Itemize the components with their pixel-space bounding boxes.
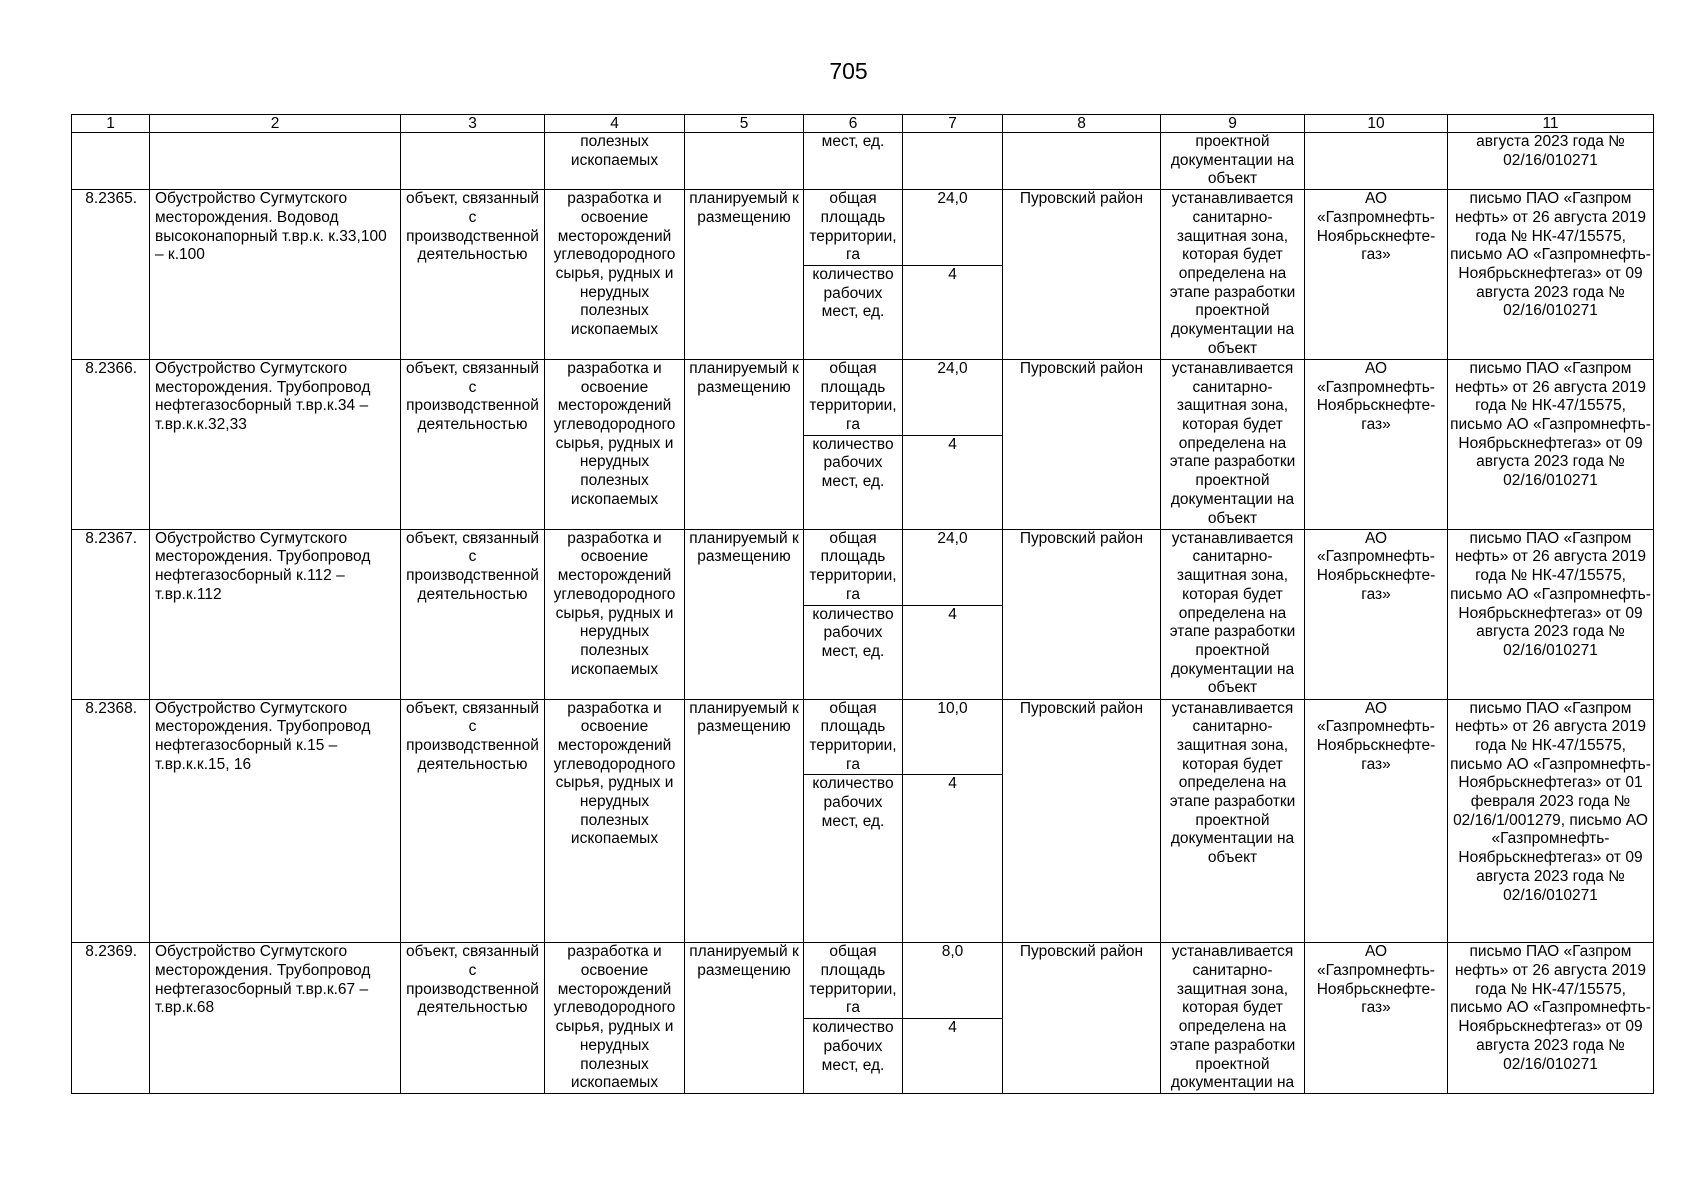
column-header: 8 bbox=[1003, 115, 1161, 133]
value-workers: 4 bbox=[903, 605, 1003, 699]
protection-zone: устанавливается санитарно-защитная зона, которая будет определена на этапе разработки проектной документации на объект bbox=[1161, 699, 1305, 943]
object-location: Пуровский район bbox=[1003, 359, 1161, 529]
protection-zone: устанавливается санитарно-защитная зона, которая будет определена на этапе разработки проектной документации на объект bbox=[1161, 190, 1305, 360]
basis-documents: письмо ПАО «Газпром нефть» от 26 августа 2019 года № НК-47/15575, письмо АО «Газпромнефть-Ноябрьскнефтегаз» от 09 августа 2023 года № 02/16/010271 bbox=[1448, 190, 1654, 360]
object-location: Пуровский район bbox=[1003, 943, 1161, 1094]
value-workers: 4 bbox=[903, 1019, 1003, 1094]
column-numbers-row bbox=[72, 115, 1654, 133]
page-number: 705 bbox=[829, 58, 868, 84]
continuation-row bbox=[72, 133, 1654, 190]
column-header: 1 bbox=[72, 115, 150, 133]
empty-cell bbox=[1003, 133, 1161, 190]
row-number: 8.2369. bbox=[72, 943, 150, 1094]
indicator-area: общая площадь территории, га bbox=[804, 943, 903, 1019]
object-purpose: разработка и освоение месторождений углеводородного сырья, рудных и нерудных полезных ископаемых bbox=[545, 699, 685, 943]
protection-zone: устанавливается санитарно-защитная зона, которая будет определена на этапе разработки проектной документации на bbox=[1161, 943, 1305, 1094]
row-number: 8.2365. bbox=[72, 190, 150, 360]
basis-documents: письмо ПАО «Газпром нефть» от 26 августа 2019 года № НК-47/15575, письмо АО «Газпромнефть-Ноябрьскнефтегаз» от 09 августа 2023 года № 02/16/010271 bbox=[1448, 359, 1654, 529]
column-header: 10 bbox=[1305, 115, 1448, 133]
table-row bbox=[72, 359, 1654, 435]
purpose-cell: полезных ископаемых bbox=[545, 133, 685, 190]
indicator-workers: количество рабочих мест, ед. bbox=[804, 435, 903, 529]
object-location: Пуровский район bbox=[1003, 699, 1161, 943]
indicator-workers: количество рабочих мест, ед. bbox=[804, 775, 903, 943]
table-row bbox=[72, 190, 1654, 266]
column-header: 4 bbox=[545, 115, 685, 133]
table-row bbox=[72, 529, 1654, 605]
object-status: планируемый к размещению bbox=[685, 943, 804, 1094]
column-header: 6 bbox=[804, 115, 903, 133]
zone-cell: проектной документации на объект bbox=[1161, 133, 1305, 190]
docs-cell: августа 2023 года № 02/16/010271 bbox=[1448, 133, 1654, 190]
object-type: объект, связанный с производственной деятельностью bbox=[401, 190, 545, 360]
value-area: 10,0 bbox=[903, 699, 1003, 775]
indicator-workers: количество рабочих мест, ед. bbox=[804, 605, 903, 699]
value-area: 24,0 bbox=[903, 529, 1003, 605]
object-type: объект, связанный с производственной деятельностью bbox=[401, 699, 545, 943]
column-header: 5 bbox=[685, 115, 804, 133]
basis-documents: письмо ПАО «Газпром нефть» от 26 августа 2019 года № НК-47/15575, письмо АО «Газпромнефть-Ноябрьскнефтегаз» от 09 августа 2023 года № 02/16/010271 bbox=[1448, 529, 1654, 699]
object-status: планируемый к размещению bbox=[685, 699, 804, 943]
initiator: АО «Газпромнефть-Ноябрьскнефте-газ» bbox=[1305, 699, 1448, 943]
value-area: 24,0 bbox=[903, 190, 1003, 266]
object-type: объект, связанный с производственной деятельностью bbox=[401, 943, 545, 1094]
column-header: 3 bbox=[401, 115, 545, 133]
row-number: 8.2366. bbox=[72, 359, 150, 529]
protection-zone: устанавливается санитарно-защитная зона, которая будет определена на этапе разработки проектной документации на объект bbox=[1161, 359, 1305, 529]
object-location: Пуровский район bbox=[1003, 529, 1161, 699]
object-purpose: разработка и освоение месторождений углеводородного сырья, рудных и нерудных полезных ископаемых bbox=[545, 529, 685, 699]
object-purpose: разработка и освоение месторождений углеводородного сырья, рудных и нерудных полезных ископаемых bbox=[545, 943, 685, 1094]
value-workers: 4 bbox=[903, 265, 1003, 359]
initiator: АО «Газпромнефть-Ноябрьскнефте-газ» bbox=[1305, 943, 1448, 1094]
object-name: Обустройство Сугмутского месторождения. Трубопровод нефтегазосборный к.15 – т.вр.к.к.15, 16 bbox=[150, 699, 401, 943]
object-status: планируемый к размещению bbox=[685, 529, 804, 699]
row-number: 8.2368. bbox=[72, 699, 150, 943]
object-status: планируемый к размещению bbox=[685, 359, 804, 529]
column-header: 11 bbox=[1448, 115, 1654, 133]
indicator-area: общая площадь территории, га bbox=[804, 699, 903, 775]
empty-cell bbox=[1305, 133, 1448, 190]
object-purpose: разработка и освоение месторождений углеводородного сырья, рудных и нерудных полезных ископаемых bbox=[545, 190, 685, 360]
column-header: 2 bbox=[150, 115, 401, 133]
indicator-workers: количество рабочих мест, ед. bbox=[804, 1019, 903, 1094]
object-name: Обустройство Сугмутского месторождения. Трубопровод нефтегазосборный т.вр.к.67 – т.вр.к.68 bbox=[150, 943, 401, 1094]
initiator: АО «Газпромнефть-Ноябрьскнефте-газ» bbox=[1305, 529, 1448, 699]
empty-cell bbox=[72, 133, 150, 190]
indicator-workers: количество рабочих мест, ед. bbox=[804, 265, 903, 359]
empty-cell bbox=[685, 133, 804, 190]
value-workers: 4 bbox=[903, 775, 1003, 943]
basis-documents: письмо ПАО «Газпром нефть» от 26 августа 2019 года № НК-47/15575, письмо АО «Газпромнефть-Ноябрьскнефтегаз» от 09 августа 2023 года № 02/16/010271 bbox=[1448, 943, 1654, 1094]
object-location: Пуровский район bbox=[1003, 190, 1161, 360]
protection-zone: устанавливается санитарно-защитная зона, которая будет определена на этапе разработки проектной документации на объект bbox=[1161, 529, 1305, 699]
object-type: объект, связанный с производственной деятельностью bbox=[401, 359, 545, 529]
table-row bbox=[72, 699, 1654, 775]
value-area: 24,0 bbox=[903, 359, 1003, 435]
indicator-cell: мест, ед. bbox=[804, 133, 903, 190]
indicator-area: общая площадь территории, га bbox=[804, 190, 903, 266]
empty-cell bbox=[150, 133, 401, 190]
column-header: 9 bbox=[1161, 115, 1305, 133]
indicator-area: общая площадь территории, га bbox=[804, 529, 903, 605]
indicator-area: общая площадь территории, га bbox=[804, 359, 903, 435]
object-name: Обустройство Сугмутского месторождения. Водовод высоконапорный т.вр.к. к.33,100 – к.100 bbox=[150, 190, 401, 360]
empty-cell bbox=[401, 133, 545, 190]
row-number: 8.2367. bbox=[72, 529, 150, 699]
object-purpose: разработка и освоение месторождений углеводородного сырья, рудных и нерудных полезных ископаемых bbox=[545, 359, 685, 529]
initiator: АО «Газпромнефть-Ноябрьскнефте-газ» bbox=[1305, 359, 1448, 529]
value-area: 8,0 bbox=[903, 943, 1003, 1019]
object-type: объект, связанный с производственной деятельностью bbox=[401, 529, 545, 699]
objects-table bbox=[71, 114, 1654, 1094]
object-name: Обустройство Сугмутского месторождения. Трубопровод нефтегазосборный т.вр.к.34 – т.вр.к.к.32,33 bbox=[150, 359, 401, 529]
table-row bbox=[72, 943, 1654, 1019]
initiator: АО «Газпромнефть-Ноябрьскнефте-газ» bbox=[1305, 190, 1448, 360]
object-name: Обустройство Сугмутского месторождения. Трубопровод нефтегазосборный к.112 – т.вр.к.112 bbox=[150, 529, 401, 699]
basis-documents: письмо ПАО «Газпром нефть» от 26 августа 2019 года № НК-47/15575, письмо АО «Газпромнефть-Ноябрьскнефтегаз» от 01 февраля 2023 года № 02/16/1/001279, письмо АО «Газпромнефть-Ноябрьскнефтегаз» от 09 августа 2023 года № 02/16/010271 bbox=[1448, 699, 1654, 943]
object-status: планируемый к размещению bbox=[685, 190, 804, 360]
value-workers: 4 bbox=[903, 435, 1003, 529]
column-header: 7 bbox=[903, 115, 1003, 133]
empty-cell bbox=[903, 133, 1003, 190]
